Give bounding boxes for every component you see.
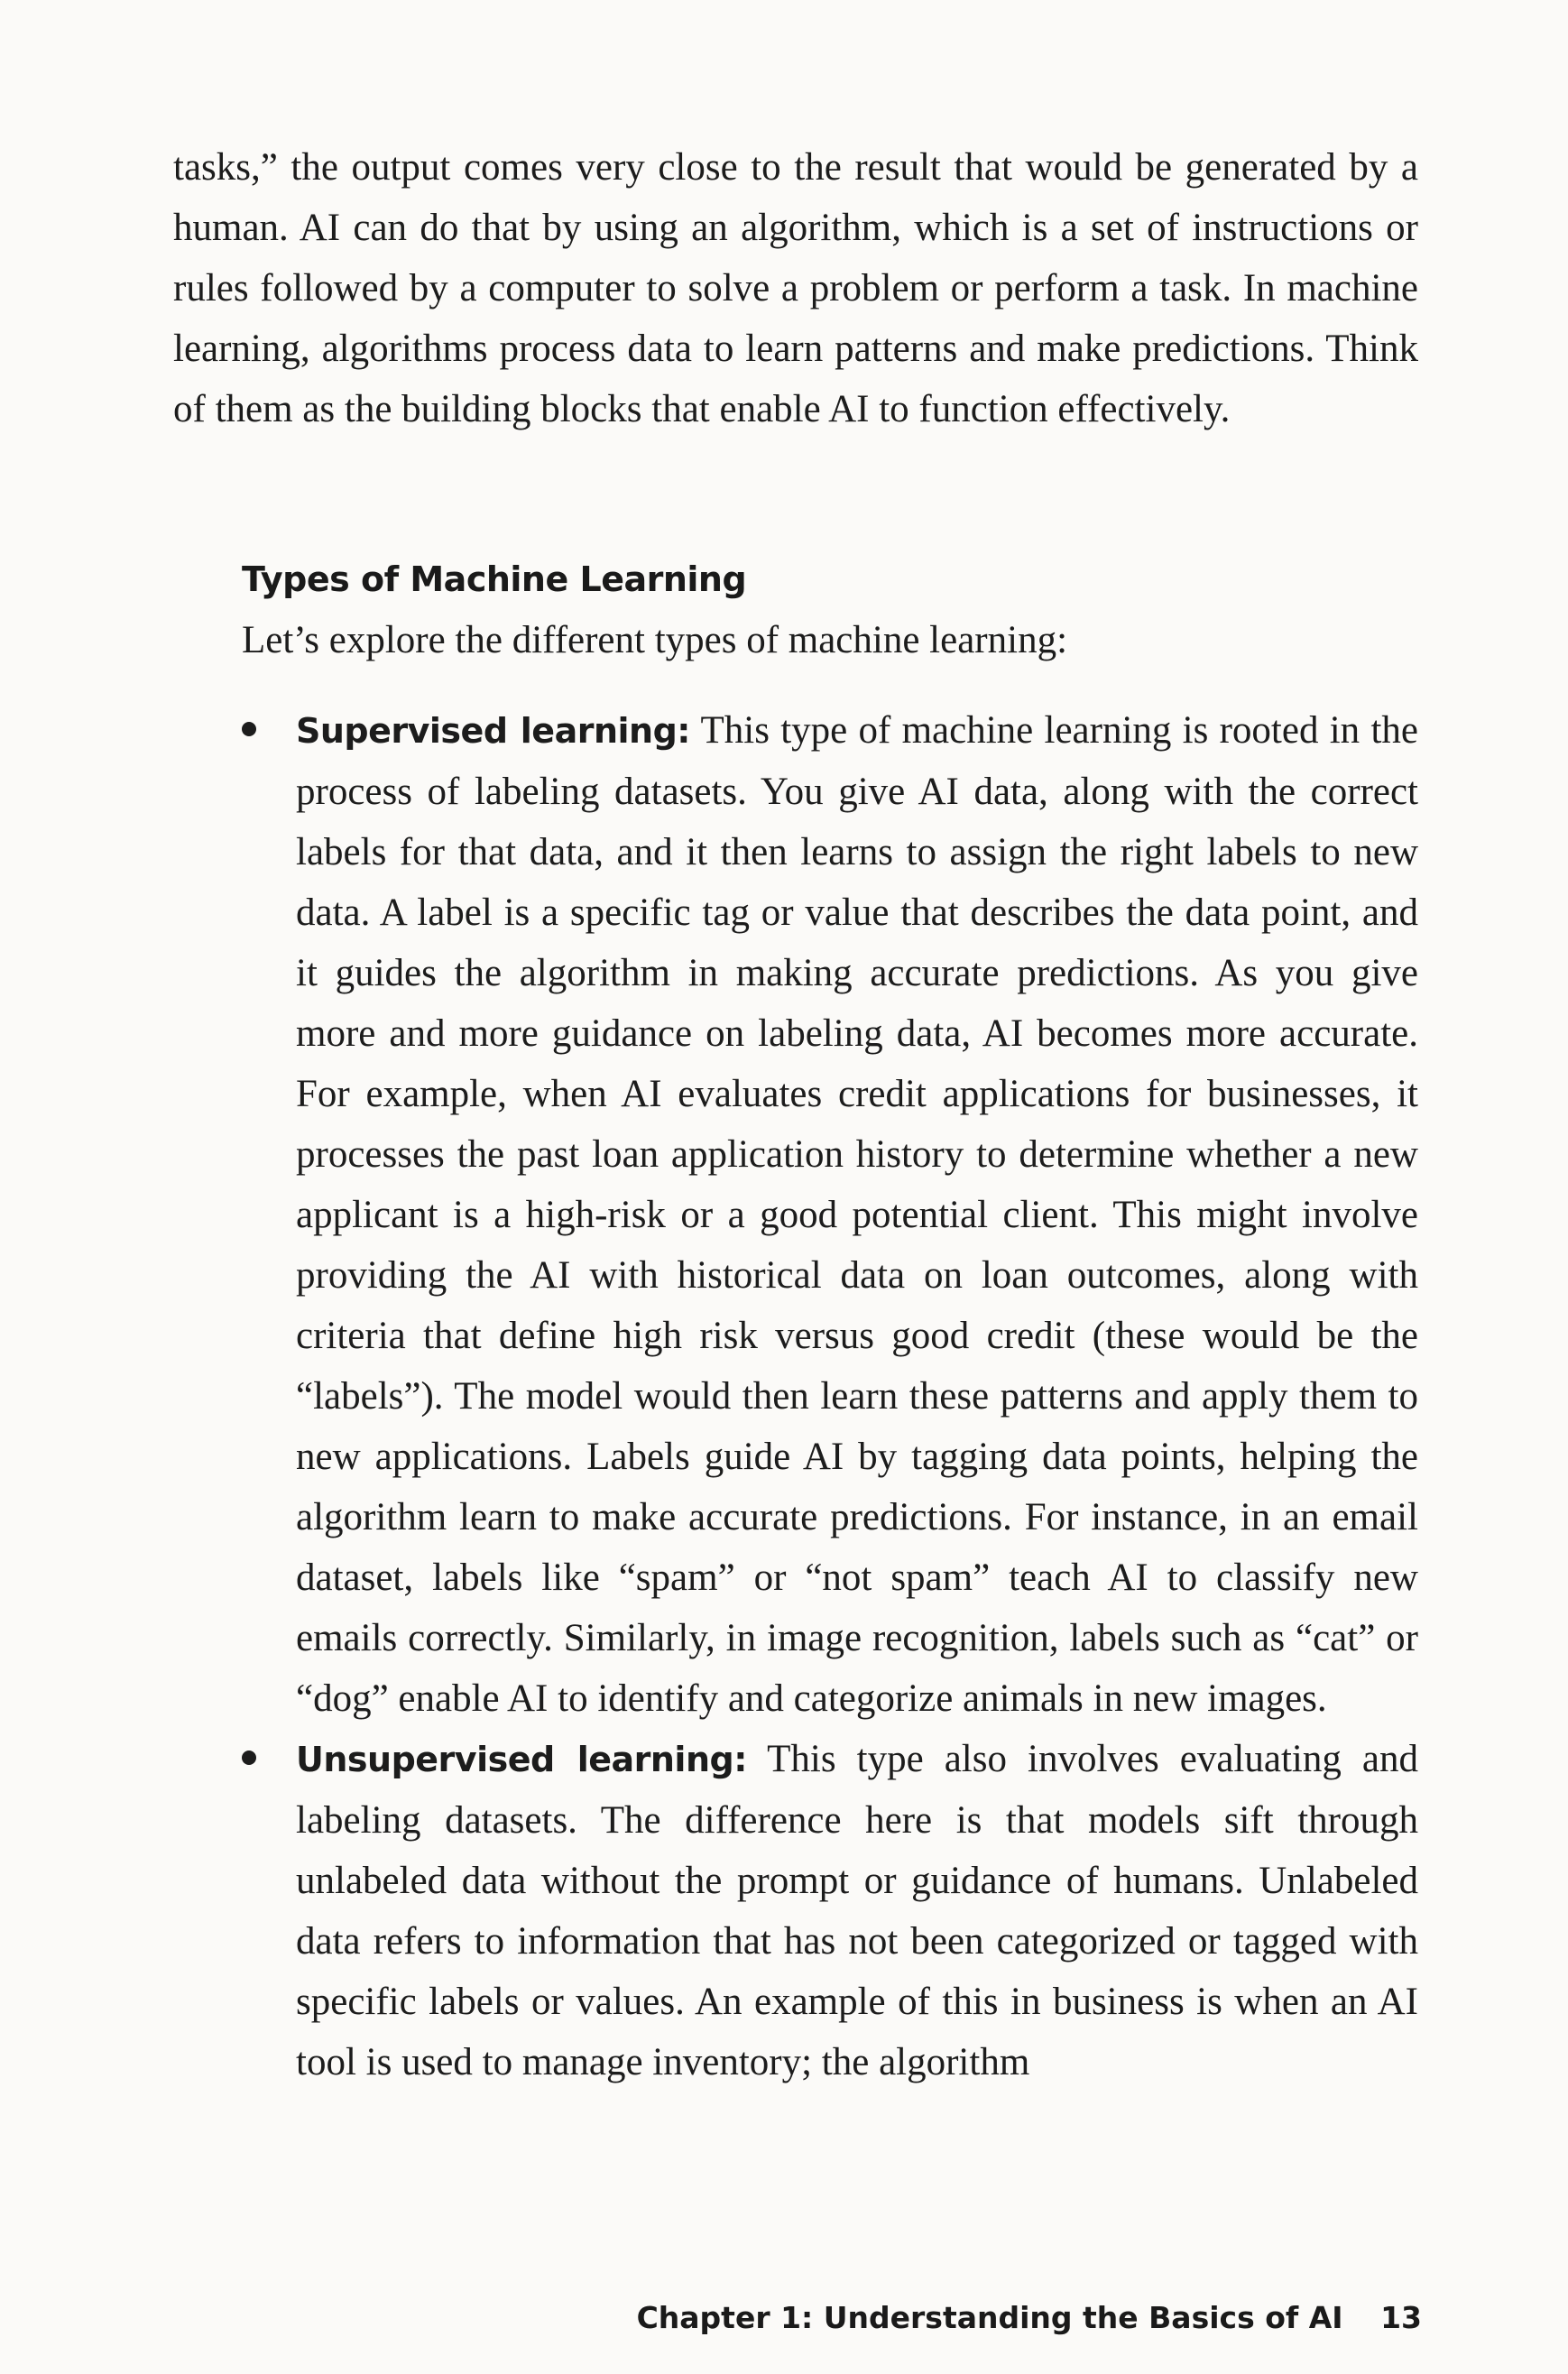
- bullet-term: Supervised learning:: [296, 711, 690, 751]
- bullet-list: [242, 700, 1418, 2092]
- bullet-term: Unsupervised learning:: [296, 1740, 747, 1779]
- bullet-text: This type of machine learning is rooted in the process of labeling datasets. You give AI data, along with the correct labels for that data, and it then learns to assign the right labels to new data. A label is a specific tag or value that describes the data point, and it guides the algorithm in making accurate predictions. As you give more and more guidance on labeling data, AI becomes more accurate. For example, when AI evaluates credit applications for businesses, it processes the past loan application history to determine whether a new applicant is a high-risk or a good potential client. This might involve providing the AI with historical data on loan outcomes, along with criteria that define high risk versus good credit (these would be the “labels”). The model would then learn these patterns and apply them to new applications. Labels guide AI by tagging data points, helping the algorithm learn to make accurate predictions. For instance, in an email dataset, labels like “spam” or “not spam” teach AI to classify new emails correctly. Similarly, in image recognition, labels such as “cat” or “dog” enable AI to identify and categorize animals in new images.: [296, 709, 1418, 1720]
- bullet-dot-icon: [242, 722, 256, 736]
- page-number: 13: [1380, 2300, 1422, 2335]
- running-footer: [637, 2295, 1422, 2341]
- list-item: [242, 700, 1418, 1729]
- chapter-title: Chapter 1: Understanding the Basics of AI: [636, 2300, 1343, 2335]
- top-paragraph: tasks,” the output comes very close to the result that would be generated by a human. AI can do that by using an algorithm, which is a set of instructions or rules followed by a computer to solve a problem or perform a task. In machine learning, algorithms process data to learn patterns and make predictions. Think of them as the building blocks that enable AI to function effectively.: [173, 146, 1418, 430]
- section-intro: Let’s explore the different types of machine learning:: [242, 619, 1068, 661]
- list-item: [242, 1729, 1418, 2092]
- section-heading: Types of Machine Learning: [242, 559, 747, 599]
- bullet-dot-icon: [242, 1750, 256, 1765]
- bullet-text: This type also involves evaluating and labeling datasets. The difference here is that models sift through unlabeled data without the prompt or guidance of humans. Unlabeled data refers to information that has not been categorized or tagged with specific labels or values. An example of this in business is when an AI tool is used to manage inventory; the algorithm: [296, 1738, 1418, 2083]
